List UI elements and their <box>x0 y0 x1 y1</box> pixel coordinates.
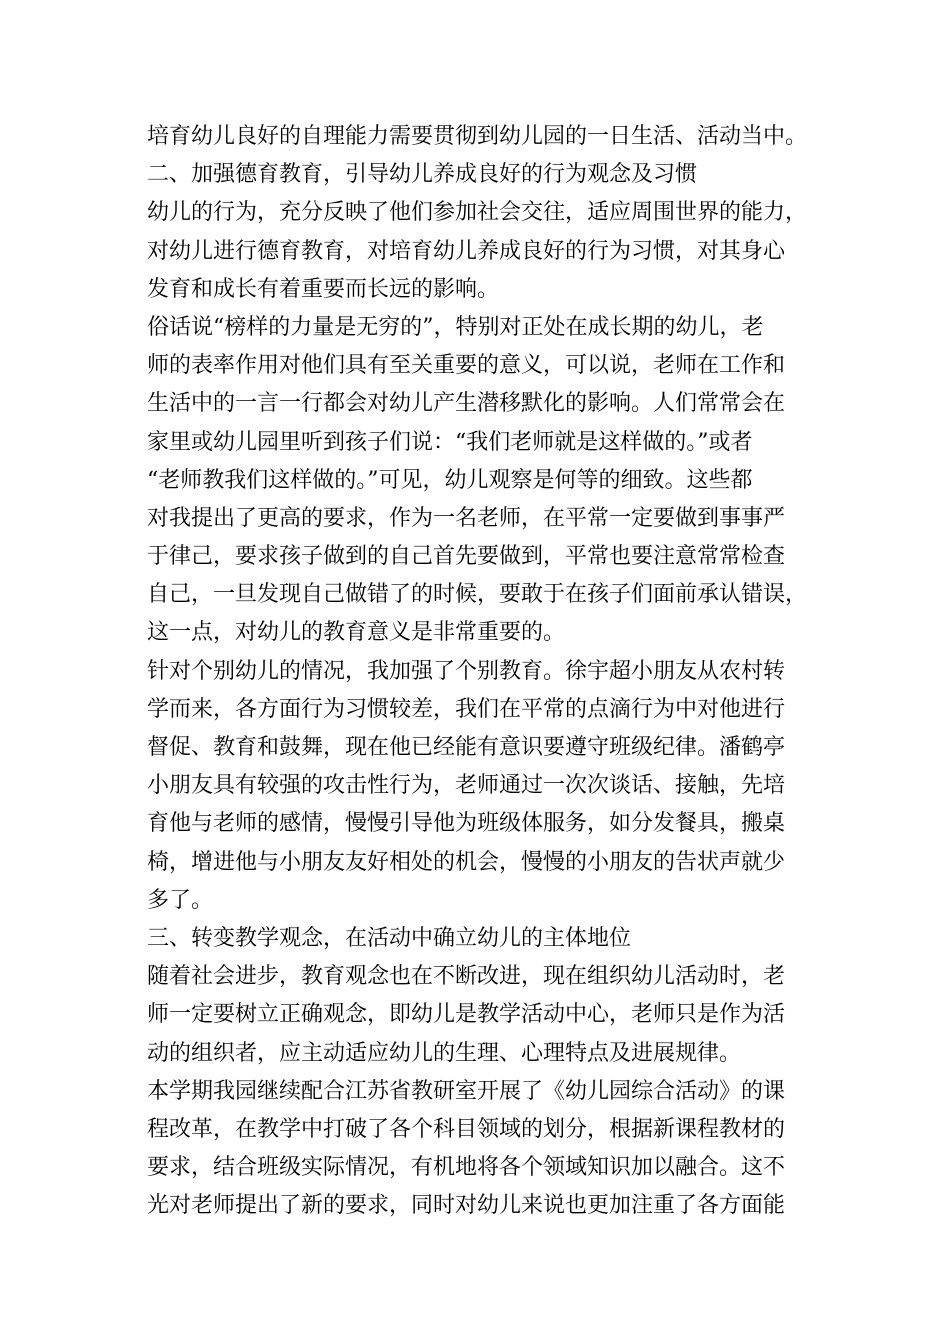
text-line: 家里或幼儿园里听到孩子们说：“我们老师就是这样做的。”或者 <box>147 429 753 455</box>
text-line: 培育幼儿良好的自理能力需要贯彻到幼儿园的一日生活、活动当中。 <box>147 124 808 149</box>
text-line: 幼儿的行为，充分反映了他们参加社会交往，适应周围世界的能力， <box>147 200 808 226</box>
text-line: 生活中的一言一行都会对幼儿产生潜移默化的影响。人们常常会在 <box>147 391 786 417</box>
text-line: 光对老师提出了新的要求，同时对幼儿来说也更加注重了各方面能 <box>147 1193 786 1219</box>
text-line: 学而来，各方面行为习惯较差，我们在平常的点滴行为中对他进行 <box>147 696 786 722</box>
text-line: 自己，一旦发现自己做错了的时候，要敢于在孩子们面前承认错误， <box>147 582 808 608</box>
section-heading: 二、加强德育教育，引导幼儿养成良好的行为观念及习惯 <box>147 162 698 188</box>
text-line: 程改革，在教学中打破了各个科目领域的划分，根据新课程教材的 <box>147 1116 786 1142</box>
text-line: 本学期我园继续配合江苏省教研室开展了《幼儿园综合活动》的课 <box>147 1078 786 1104</box>
text-line: “老师教我们这样做的。”可见，幼儿观察是何等的细致。这些都 <box>147 467 753 493</box>
text-line: 椅，增进他与小朋友友好相处的机会，慢慢的小朋友的告状声就少 <box>147 849 786 875</box>
text-line: 督促、教育和鼓舞，现在他已经能有意识要遵守班级纪律。潘鹤亭 <box>147 735 786 760</box>
section-heading: 三、转变教学观念，在活动中确立幼儿的主体地位 <box>147 925 632 951</box>
text-line: 随着社会进步，教育观念也在不断改进，现在组织幼儿活动时，老 <box>147 964 786 990</box>
text-line: 小朋友具有较强的攻击性行为，老师通过一次次谈话、接触，先培 <box>147 773 786 799</box>
text-line: 于律己，要求孩子做到的自己首先要做到，平常也要注意常常检查 <box>147 544 786 570</box>
text-line: 这一点，对幼儿的教育意义是非常重要的。 <box>147 620 566 646</box>
text-line: 对幼儿进行德育教育，对培育幼儿养成良好的行为习惯，对其身心 <box>147 238 786 264</box>
document-body <box>147 118 819 1225</box>
text-line: 发育和成长有着重要而长远的影响。 <box>147 276 500 302</box>
text-line: 师的表率作用对他们具有至关重要的意义，可以说，老师在工作和 <box>147 353 786 379</box>
text-line: 师一定要树立正确观念，即幼儿是教学活动中心，老师只是作为活 <box>147 1002 786 1028</box>
text-line: 针对个别幼儿的情况，我加强了个别教育。徐宇超小朋友从农村转 <box>147 658 786 684</box>
text-line: 育他与老师的感情，慢慢引导他为班级体服务，如分发餐具，搬桌 <box>147 811 786 837</box>
text-line: 要求，结合班级实际情况，有机地将各个领域知识加以融合。这不 <box>147 1155 786 1181</box>
text-line: 动的组织者，应主动适应幼儿的生理、心理特点及进展规律。 <box>147 1040 742 1066</box>
text-line: 多了。 <box>147 887 214 913</box>
text-line: 俗话说“榜样的力量是无穷的”，特别对正处在成长期的幼儿，老 <box>147 314 764 340</box>
text-line: 对我提出了更高的要求，作为一名老师，在平常一定要做到事事严 <box>147 505 786 531</box>
